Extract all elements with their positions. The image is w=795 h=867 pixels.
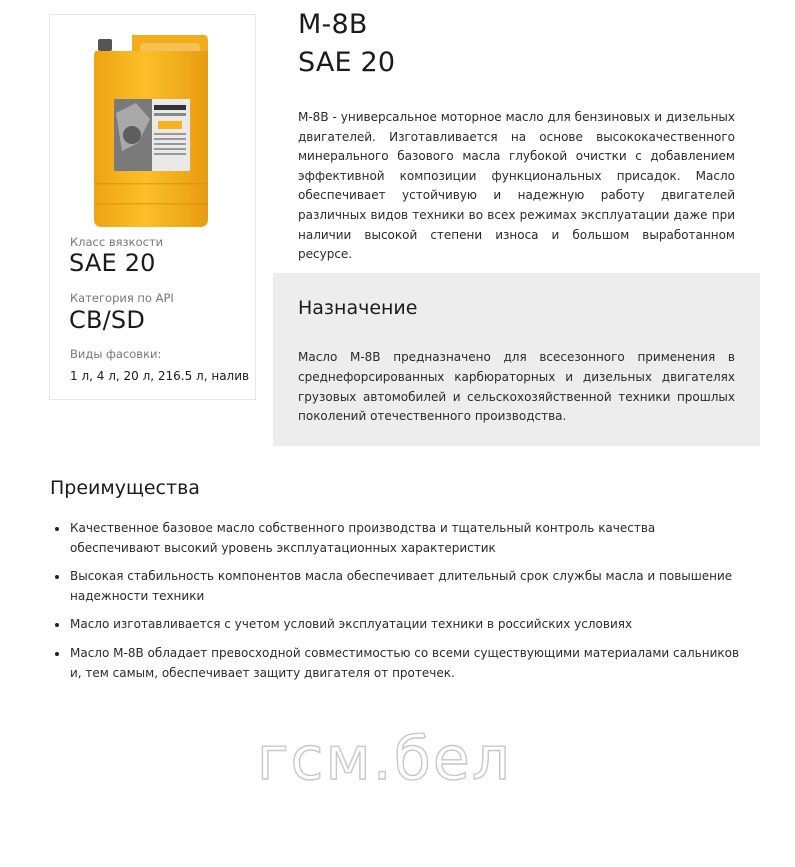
product-title: М-8В	[298, 9, 368, 40]
list-item	[55, 615, 745, 635]
advantages-heading: Преимущества	[50, 477, 200, 499]
advantage-text: Высокая стабильность компонентов масла обеспечивает длительный срок службы масла и повышение надежности техники	[70, 569, 733, 603]
bullet-icon	[55, 527, 59, 531]
bullet-icon	[55, 652, 59, 656]
watermark: гсм.бел	[257, 724, 513, 794]
purpose-panel	[273, 273, 760, 446]
viscosity-label: Класс вязкости	[70, 235, 164, 249]
advantage-text: Масло М-8В обладает превосходной совместимостью со всеми существующими материалами сальников и, тем самым, обеспечивает защиту двигателя от протечек.	[70, 645, 740, 680]
advantage-text: Качественное базовое масло собственного производства и тщательный контроль качества обеспечивают высокий уровень эксплуатационных характеристик	[70, 521, 656, 555]
advantage-text: Масло изготавливается с учетом условий эксплуатации техники в российских условиях	[70, 617, 633, 632]
product-grade: SAE 20	[298, 47, 396, 78]
list-item	[55, 644, 745, 683]
purpose-heading: Назначение	[298, 297, 418, 319]
pack-types-label: Виды фасовки:	[70, 347, 162, 361]
product-description: М-8В - универсальное моторное масло для бензиновых и дизельных двигателей. Изготавливается на основе высококачественного минерального базового масла глубокой очистки с добавлением эффективной композиции функциональных присадок. Масло обеспечивает устойчивую и надежную работу двигателей различных видов техники во всех режимах эксплуатации даже при наличии высокой степени износа и большом выработанном ресурсе.	[298, 110, 735, 262]
purpose-text: Масло М-8В предназначено для всесезонного применения в среднефорсированных карбюраторных и дизельных двигателях грузовых автомобилей и сельскохозяйственной техники прошлых поколений отечественного производства.	[298, 350, 735, 424]
bullet-icon	[55, 623, 59, 627]
advantages-list	[55, 519, 745, 692]
api-category-value: CB/SD	[69, 306, 146, 334]
list-item	[55, 519, 745, 558]
viscosity-value: SAE 20	[69, 249, 156, 277]
list-item	[55, 567, 745, 606]
bullet-icon	[55, 575, 59, 579]
pack-types-value: 1 л, 4 л, 20 л, 216.5 л, налив	[70, 369, 250, 383]
product-card	[49, 14, 256, 400]
oil-canister-icon	[92, 33, 210, 229]
api-category-label: Категория по API	[70, 291, 174, 305]
